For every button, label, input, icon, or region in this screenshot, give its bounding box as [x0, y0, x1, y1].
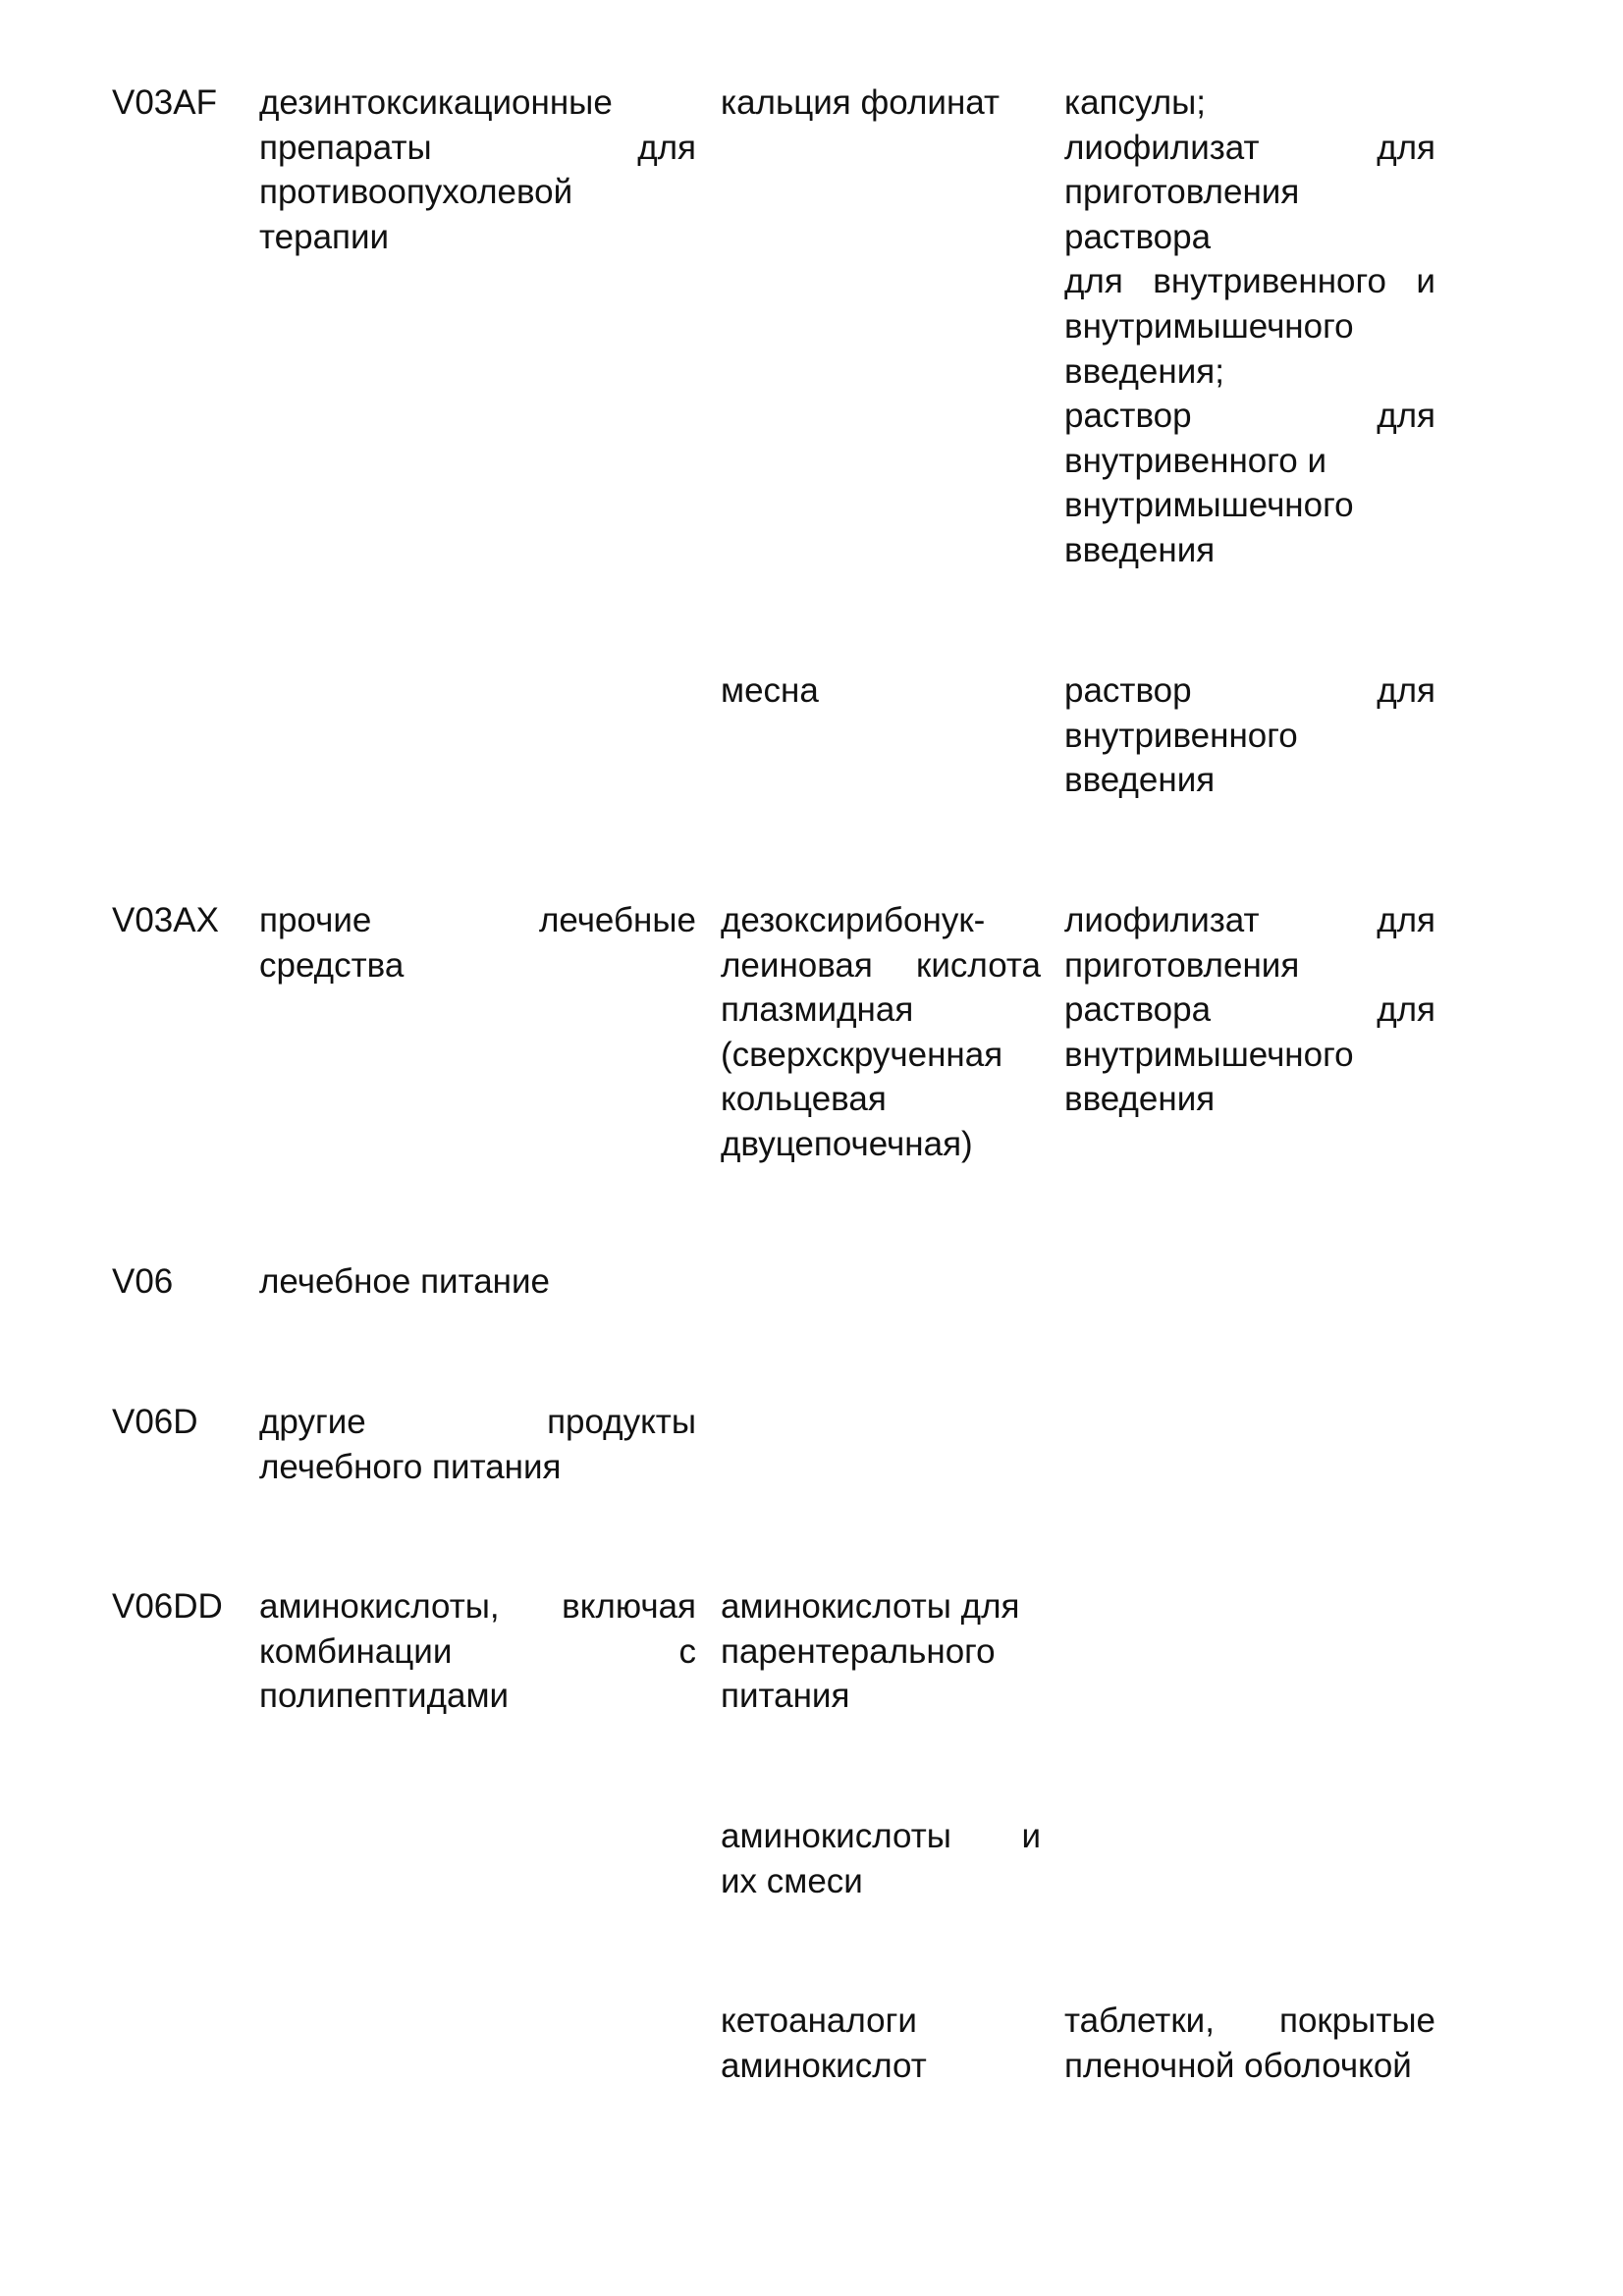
text-line: аминокислоты для	[721, 1587, 1020, 1626]
text-line: лиофилизат для	[1064, 901, 1435, 939]
drug-name	[721, 80, 1041, 126]
text-line: раствор для	[1064, 671, 1435, 710]
text-line: таблетки, покрытые	[1064, 2002, 1435, 2040]
text-line: внутримышечного	[1064, 1035, 1354, 1074]
text-line: двуцепочечная)	[721, 1124, 973, 1163]
text-line: пленочной оболочкой	[1064, 2046, 1412, 2085]
atc-code: V03AX	[112, 901, 219, 939]
text-line: полипептидами	[259, 1677, 510, 1716]
drug-name	[721, 668, 1041, 714]
text-line: лиофилизат для	[1064, 128, 1435, 167]
dosage-form	[1064, 668, 1435, 803]
dosage-form	[1064, 1999, 1435, 2088]
text-line: внутримышечного	[1064, 306, 1354, 346]
atc-code: V06D	[112, 1403, 198, 1441]
pharmacological-group	[259, 898, 696, 988]
text-line: кетоаналоги	[721, 2002, 917, 2040]
dosage-form	[1064, 898, 1435, 1122]
text-line: введения	[1064, 1080, 1216, 1119]
drug-name	[721, 1999, 1041, 2088]
text-line: введения;	[1064, 351, 1224, 391]
text-line: аминокислот	[721, 2046, 927, 2085]
text-line: дезинтоксикационные	[259, 83, 613, 122]
text-line: раствора для	[1064, 990, 1435, 1030]
text-line: плазмидная	[721, 990, 914, 1030]
text-line: введения	[1064, 530, 1216, 569]
text-line: питания	[721, 1677, 850, 1716]
text-line: приготовления	[1064, 945, 1300, 985]
text-line: терапии	[259, 217, 390, 256]
text-line: внутривенного	[1064, 716, 1298, 755]
text-line: капсулы;	[1064, 83, 1207, 122]
text-line: раствора	[1064, 217, 1212, 256]
text-line: (сверхскрученная	[721, 1035, 1003, 1074]
text-line: кольцевая	[721, 1080, 887, 1119]
text-line: леиновая кислота	[721, 945, 1041, 985]
text-line: средства	[259, 945, 405, 985]
text-line: внутримышечного	[1064, 486, 1354, 525]
pharmacological-group	[259, 80, 696, 259]
text-line: аминокислоты, включая	[259, 1587, 696, 1626]
text-line: противоопухолевой	[259, 173, 573, 212]
text-line: парентерального	[721, 1631, 996, 1671]
text-line: месна	[721, 671, 819, 710]
text-line: раствор для	[1064, 397, 1435, 436]
atc-code: V06	[112, 1262, 174, 1301]
pharmacological-group	[259, 1259, 696, 1305]
text-line: другие продукты	[259, 1403, 696, 1441]
drug-name	[721, 1814, 1041, 1903]
text-line: дезоксирибонук-	[721, 901, 986, 939]
text-line: их смеси	[721, 1861, 863, 1900]
text-line: для внутривенного и	[1064, 262, 1435, 301]
pharmacological-group	[259, 1584, 696, 1719]
dosage-form	[1064, 80, 1435, 573]
text-line: введения	[1064, 761, 1216, 800]
drug-name	[721, 1584, 1041, 1719]
text-line: внутривенного и	[1064, 441, 1326, 480]
drug-name	[721, 898, 1041, 1167]
text-line: препараты для	[259, 128, 696, 167]
text-line: лечебное питание	[259, 1262, 551, 1301]
atc-code: V06DD	[112, 1587, 223, 1626]
text-line: приготовления	[1064, 173, 1300, 212]
atc-code: V03AF	[112, 83, 217, 122]
pharmacological-group	[259, 1400, 696, 1489]
text-line: аминокислоты и	[721, 1817, 1041, 1855]
text-line: комбинации с	[259, 1631, 696, 1671]
text-line: лечебного питания	[259, 1447, 562, 1486]
text-line: кальция фолинат	[721, 83, 1000, 122]
text-line: прочие лечебные	[259, 901, 696, 939]
